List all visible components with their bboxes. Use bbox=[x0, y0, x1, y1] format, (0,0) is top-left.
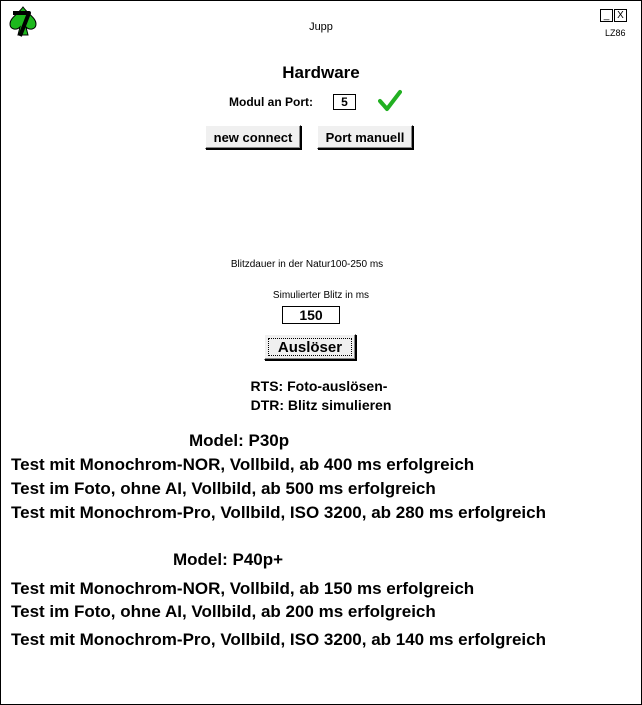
test-result: Test im Foto, ohne AI, Vollbild, ab 500 ms erfolgreich bbox=[11, 479, 436, 498]
minimize-button[interactable]: _ bbox=[600, 9, 613, 22]
model-title: Model: P40p+ bbox=[173, 550, 284, 569]
close-button[interactable]: X bbox=[614, 9, 627, 22]
port-value-field[interactable]: 5 bbox=[333, 94, 356, 110]
dtr-info: DTR: Blitz simulieren bbox=[250, 397, 392, 413]
rts-info: RTS: Foto-auslösen- bbox=[250, 378, 388, 394]
port-label: Modul an Port: bbox=[229, 95, 313, 109]
test-result: Test mit Monochrom-Pro, Vollbild, ISO 3200, ab 280 ms erfolgreich bbox=[11, 503, 546, 522]
corner-label: LZ86 bbox=[605, 28, 626, 38]
hardware-heading: Hardware bbox=[282, 63, 360, 82]
test-result: Test im Foto, ohne AI, Vollbild, ab 200 ms erfolgreich bbox=[11, 602, 436, 621]
model-title: Model: P30p bbox=[189, 431, 290, 450]
test-result: Test mit Monochrom-NOR, Vollbild, ab 150 ms erfolgreich bbox=[11, 579, 475, 598]
green-checkmark-icon bbox=[378, 89, 402, 113]
trigger-button[interactable]: Auslöser bbox=[264, 334, 356, 360]
simulated-flash-input[interactable] bbox=[282, 306, 340, 324]
new-connect-button[interactable]: new connect bbox=[205, 125, 301, 149]
window-title: Jupp bbox=[309, 21, 333, 33]
simulated-flash-label: Simulierter Blitz in ms bbox=[272, 290, 370, 301]
flash-duration-note: Blitzdauer in der Natur100-250 ms bbox=[230, 259, 384, 270]
test-result: Test mit Monochrom-NOR, Vollbild, ab 400 ms erfolgreich bbox=[11, 455, 475, 474]
port-manual-button[interactable]: Port manuell bbox=[317, 125, 413, 149]
test-result: Test mit Monochrom-Pro, Vollbild, ISO 3200, ab 140 ms erfolgreich bbox=[11, 630, 546, 649]
